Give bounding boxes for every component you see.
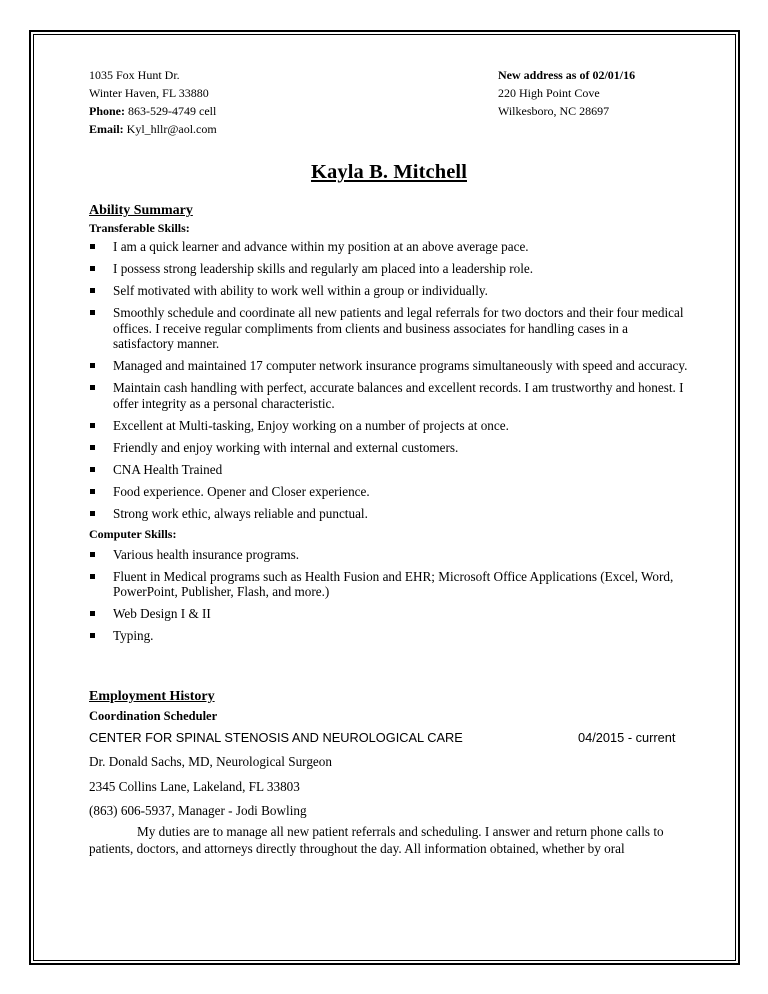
list-item-text: I am a quick learner and advance within my position at an above average pace. bbox=[113, 239, 529, 254]
list-item-text: CNA Health Trained bbox=[113, 461, 223, 477]
list-item-text: Typing. bbox=[113, 628, 154, 643]
list-item-text: Smoothly schedule and coordinate all new patients and legal referrals for two doctors and their four medical offices. I receive regular compliments from clients and business associates for handling cases in a satisfactory manner. bbox=[113, 305, 684, 351]
email-line bbox=[89, 120, 217, 138]
transferable-skills-list bbox=[89, 239, 689, 521]
list-item bbox=[89, 440, 689, 456]
list-item-text: I possess strong leadership skills and regularly am placed into a leadership role. bbox=[113, 261, 534, 276]
computer-skills-list bbox=[89, 547, 689, 644]
bullet-icon bbox=[90, 611, 95, 616]
list-item-text: Self motivated with ability to work well within a group or individually. bbox=[113, 283, 488, 298]
list-item-text: Strong work ethic, always reliable and punctual. bbox=[113, 505, 368, 521]
new-address-line-2: Wilkesboro, NC 28697 bbox=[498, 104, 610, 118]
bullet-icon bbox=[90, 633, 95, 638]
list-item bbox=[89, 484, 689, 500]
address-line-2: Winter Haven, FL 33880 bbox=[89, 86, 209, 100]
new-address-heading: New address as of 02/01/16 bbox=[498, 68, 636, 82]
doctor-line: Dr. Donald Sachs, MD, Neurological Surgeon bbox=[89, 754, 332, 769]
resume-document bbox=[89, 66, 689, 857]
duties-paragraph: My duties are to manage all new patient referrals and scheduling. I answer and return phone calls to patients, doctors, and attorneys directly throughout the day. All information obtained, whether by oral bbox=[89, 824, 664, 856]
list-item bbox=[89, 628, 689, 644]
ability-summary-title: Ability Summary bbox=[89, 203, 193, 218]
list-item bbox=[89, 380, 689, 411]
company-name: CENTER FOR SPINAL STENOSIS AND NEUROLOGICAL CARE bbox=[89, 729, 463, 745]
list-item bbox=[89, 358, 689, 374]
employer-phone: (863) 606-5937, Manager - Jodi Bowling bbox=[89, 803, 307, 818]
bullet-icon bbox=[90, 511, 95, 516]
computer-skills-title: Computer Skills: bbox=[89, 526, 177, 541]
list-item bbox=[89, 547, 689, 563]
employment-section bbox=[89, 688, 689, 858]
phone-line bbox=[89, 102, 217, 120]
bullet-icon bbox=[90, 445, 95, 450]
company-row bbox=[89, 730, 689, 746]
address-line-1: 1035 Fox Hunt Dr. bbox=[89, 68, 180, 82]
list-item bbox=[89, 606, 689, 622]
email-value: Kyl_hllr@aol.com bbox=[123, 122, 217, 136]
list-item-text: Maintain cash handling with perfect, accurate balances and excellent records. I am trustworthy and honest. I offer integrity as a personal characteristic. bbox=[113, 380, 684, 411]
list-item-text: Excellent at Multi-tasking, Enjoy working on a number of projects at once. bbox=[113, 417, 509, 433]
ability-summary-section bbox=[89, 202, 689, 644]
bullet-icon bbox=[90, 552, 95, 557]
list-item bbox=[89, 506, 689, 522]
bullet-icon bbox=[90, 423, 95, 428]
list-item bbox=[89, 569, 689, 600]
new-address-line-1: 220 High Point Cove bbox=[498, 86, 600, 100]
employer-address: 2345 Collins Lane, Lakeland, FL 33803 bbox=[89, 778, 300, 794]
list-item bbox=[89, 418, 689, 434]
employment-dates: 04/2015 - current bbox=[578, 729, 676, 745]
list-item-text: Fluent in Medical programs such as Health Fusion and EHR; Microsoft Office Applications (Excel, Word, PowerPoint, Publisher, Flash, and more.) bbox=[113, 568, 674, 599]
bullet-icon bbox=[90, 574, 95, 579]
job-title: Coordination Scheduler bbox=[89, 708, 218, 723]
list-item bbox=[89, 261, 689, 277]
phone-label: Phone: bbox=[89, 104, 125, 118]
contact-header bbox=[89, 66, 689, 138]
phone-value: 863-529-4749 cell bbox=[125, 104, 217, 118]
bullet-icon bbox=[90, 363, 95, 368]
bullet-icon bbox=[90, 467, 95, 472]
list-item bbox=[89, 305, 689, 352]
transferable-skills-title: Transferable Skills: bbox=[89, 221, 190, 235]
list-item bbox=[89, 283, 689, 299]
email-label: Email: bbox=[89, 122, 124, 136]
candidate-name: Kayla B. Mitchell bbox=[310, 161, 467, 183]
list-item-text: Managed and maintained 17 computer network insurance programs simultaneously with speed and accuracy. bbox=[113, 358, 688, 373]
current-address bbox=[89, 66, 217, 138]
bullet-icon bbox=[90, 244, 95, 249]
bullet-icon bbox=[90, 385, 95, 390]
list-item bbox=[89, 462, 689, 478]
bullet-icon bbox=[90, 489, 95, 494]
list-item-text: Food experience. Opener and Closer experience. bbox=[113, 483, 370, 499]
employment-title: Employment History bbox=[89, 688, 215, 704]
bullet-icon bbox=[90, 288, 95, 293]
new-address bbox=[498, 66, 689, 138]
list-item bbox=[89, 239, 689, 255]
list-item-text: Friendly and enjoy working with internal and external customers. bbox=[113, 439, 459, 455]
bullet-icon bbox=[90, 266, 95, 271]
list-item-text: Various health insurance programs. bbox=[113, 546, 300, 562]
bullet-icon bbox=[90, 310, 95, 315]
list-item-text: Web Design I & II bbox=[113, 606, 211, 621]
